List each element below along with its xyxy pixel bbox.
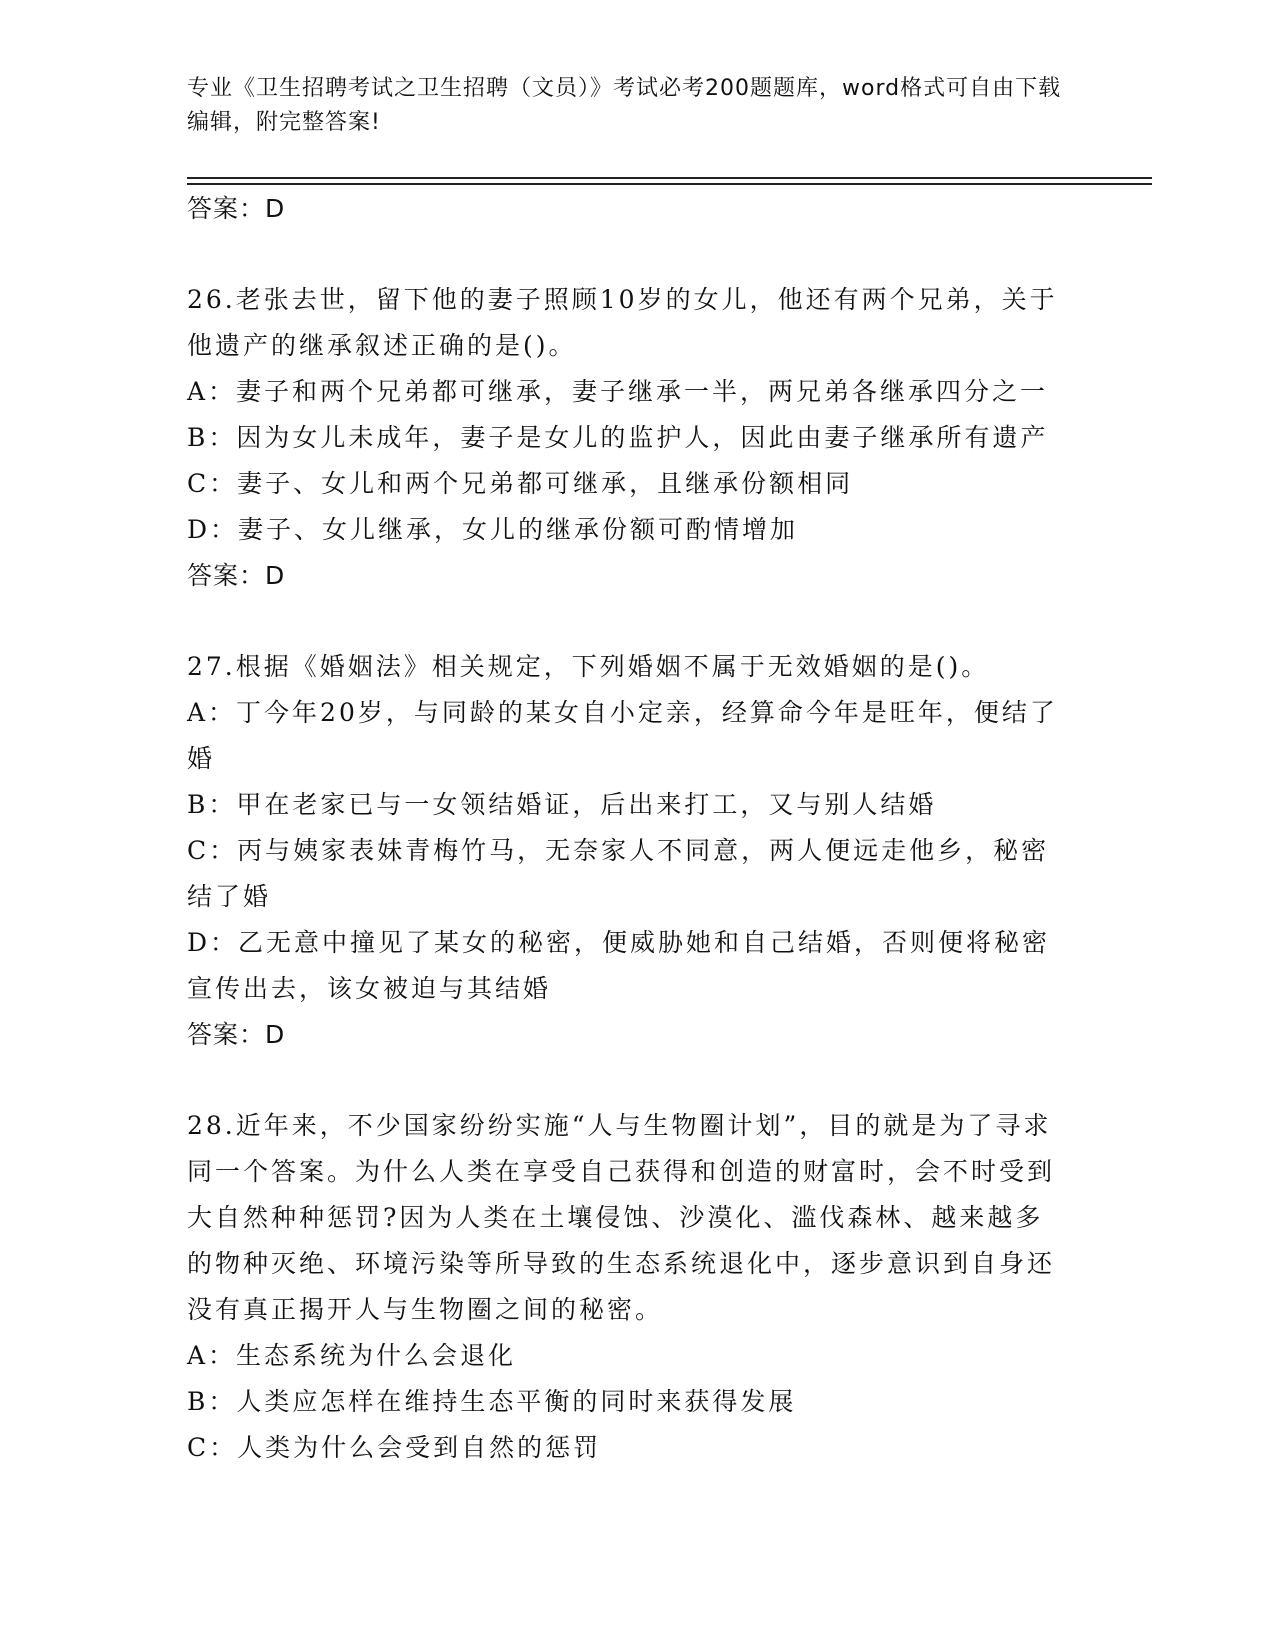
spacer — [187, 232, 1067, 277]
page-header: 专业《卫生招聘考试之卫生招聘（文员）》考试必考200题题库，word格式可自由下载编辑，附完整答案! — [187, 76, 1062, 135]
header-divider-top — [187, 177, 1152, 179]
document-body — [187, 186, 1067, 1471]
option-a: A：妻子和两个兄弟都可继承，妻子继承一半，两兄弟各继承四分之一 — [187, 377, 1049, 406]
option-c: C：人类为什么会受到自然的惩罚 — [187, 1433, 602, 1462]
header-divider-bottom — [187, 183, 1152, 185]
question-27: 27.根据《婚姻法》相关规定，下列婚姻不属于无效婚姻的是()。 — [187, 652, 990, 681]
option-b: B：人类应怎样在维持生态平衡的同时来获得发展 — [187, 1387, 797, 1416]
option-c: C：丙与姨家表妹青梅竹马，无奈家人不同意，两人便远走他乡，秘密结了婚 — [187, 836, 1050, 911]
option-d: D：妻子、女儿继承，女儿的继承份额可酌情增加 — [187, 515, 799, 544]
option-b: B：甲在老家已与一女领结婚证，后出来打工，又与别人结婚 — [187, 790, 937, 819]
option-d: D：乙无意中撞见了某女的秘密，便威胁她和自己结婚，否则便将秘密宣传出去，该女被迫与其结婚 — [187, 928, 1051, 1003]
spacer — [187, 599, 1067, 644]
option-a: A：丁今年20岁，与同龄的某女自小定亲，经算命今年是旺年，便结了婚 — [187, 698, 1058, 773]
option-b: B：因为女儿未成年，妻子是女儿的监护人，因此由妻子继承所有遗产 — [187, 423, 1049, 452]
spacer — [187, 1058, 1067, 1103]
option-a: A：生态系统为什么会退化 — [187, 1341, 517, 1370]
answer-line: 答案：D — [187, 194, 286, 223]
question-26: 26.老张去世，留下他的妻子照顾10岁的女儿，他还有两个兄弟，关于他遗产的继承叙述正确的是()。 — [187, 285, 1058, 360]
answer-line: 答案：D — [187, 561, 286, 590]
answer-line: 答案：D — [187, 1020, 286, 1049]
option-c: C：妻子、女儿和两个兄弟都可继承，且继承份额相同 — [187, 469, 854, 498]
question-28: 28.近年来，不少国家纷纷实施“人与生物圈计划”，目的就是为了寻求同一个答案。为什么人类在享受自己获得和创造的财富时，会不时受到大自然种种惩罚?因为人类在土壤侵蚀、沙漠化、滥伐森林、越来越多的物种灭绝、环境污染等所导致的生态系统退化中，逐步意识到自身还没有真正揭开人与生物圈之间的秘密。 — [187, 1111, 1056, 1324]
